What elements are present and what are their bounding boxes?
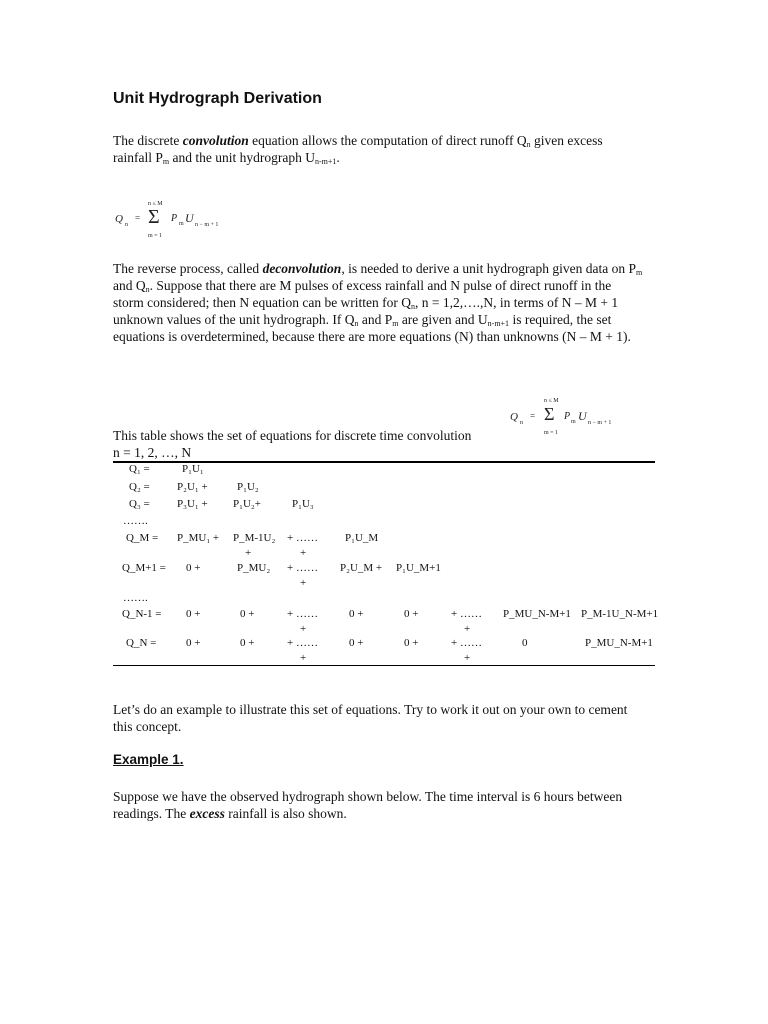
example-intro-paragraph: Let’s do an example to illustrate this set of equations. Try to work it out on your own to cement this concept.	[113, 702, 628, 734]
convolution-formula: Q n = n ≤ M Σ m = 1 P m U n − m + 1	[115, 201, 219, 239]
table-cell: P₁U₂+	[233, 498, 261, 510]
deconvolution-paragraph: The reverse process, called deconvolution, is needed to derive a unit hydrograph given data on $P_m$ and $Q_n$. Suppose that there are M pulses of excess rainfall and N pulse of direct runoff in the storm considered; then N equation can be written for $Q_n$, n = 1,2,….,N, in terms of N – M + 1 unknown values of the unit hydrograph. If $Q_n$ and $P_m$ are given and $U_{n-m+1}$ is required, the set equations is overdetermined, because there are more equations (N) than unknowns (N – M + 1).	[113, 261, 643, 344]
table-cell: Q₁ =	[129, 463, 150, 475]
table-cell: +	[300, 577, 307, 589]
table-cell: 0 +	[349, 637, 364, 649]
table-cell: P₂U₁ +	[177, 481, 208, 493]
table-cell: P₃U₁ +	[177, 498, 208, 510]
table-cell: 0 +	[404, 608, 419, 620]
table-cell: P_MU_N-M+1	[503, 608, 571, 620]
table-cell: …….	[123, 515, 148, 527]
table-cell: + ……	[287, 637, 318, 649]
convolution-formula-small: Q n = n ≤ M Σ m = 1 P m U n − m + 1	[510, 398, 612, 436]
table-cell: …….	[123, 592, 148, 604]
table-cell: 0 +	[404, 637, 419, 649]
example-paragraph: Suppose we have the observed hydrograph shown below. The time interval is 6 hours between readings. The excess rainfall is also shown.	[113, 789, 623, 821]
table-cell: Q_M =	[126, 532, 159, 544]
table-cell: 0 +	[240, 637, 255, 649]
table-cell: P₁U₃	[292, 498, 314, 510]
table-cell: 0 +	[240, 608, 255, 620]
table-range: n = 1, 2, …, N	[113, 445, 192, 460]
table-cell: P_MU_N-M+1	[585, 637, 653, 649]
example-heading: Example 1.	[113, 752, 184, 767]
table-cell: +	[300, 652, 307, 664]
table-cell: P_MU₁ +	[177, 532, 220, 544]
table-cell: +	[300, 547, 307, 559]
table-cell: P₁U_M	[345, 532, 379, 544]
table-cell: 0 +	[349, 608, 364, 620]
table-cell: P_M-1U₂	[233, 532, 276, 544]
table-cell: P₁U_M+1	[396, 562, 441, 574]
table-cell: + ……	[451, 637, 482, 649]
table-cell: + ……	[287, 562, 318, 574]
table-intro: This table shows the set of equations for discrete time convolution	[113, 428, 472, 443]
table-cell: Q₂ =	[129, 481, 150, 493]
table-cell: +	[464, 652, 471, 664]
table-cell: P₁U₂	[237, 481, 259, 493]
table-cell: + ……	[451, 608, 482, 620]
table-cell: 0 +	[186, 637, 201, 649]
table-cell: Q₃ =	[129, 498, 150, 510]
table-bottom-rule	[113, 665, 655, 666]
table-cell: Q_M+1 =	[122, 562, 166, 574]
table-cell: 0	[522, 637, 528, 649]
page-title: Unit Hydrograph Derivation	[113, 90, 322, 107]
intro-paragraph: The discrete convolution equation allows the computation of direct runoff $Q_n$ given excess rainfall $P_m$ and the unit hydrograph $U_{n-m+1}$.	[113, 133, 603, 166]
table-cell: P_M-1U_N-M+1	[581, 608, 659, 620]
table-cell: +	[300, 623, 307, 635]
table-cell: +	[464, 623, 471, 635]
table-cell: P_MU₂	[237, 562, 271, 574]
table-cell: 0 +	[186, 608, 201, 620]
table-cell: 0 +	[186, 562, 201, 574]
table-cell: Q_N =	[126, 637, 157, 649]
table-cell: + ……	[287, 608, 318, 620]
table-cell: +	[245, 547, 252, 559]
table-cell: + ……	[287, 532, 318, 544]
table-cell: P₂U_M +	[340, 562, 383, 574]
table-cell: P₁U₁	[182, 463, 204, 475]
table-cell: Q_N-1 =	[122, 608, 162, 620]
